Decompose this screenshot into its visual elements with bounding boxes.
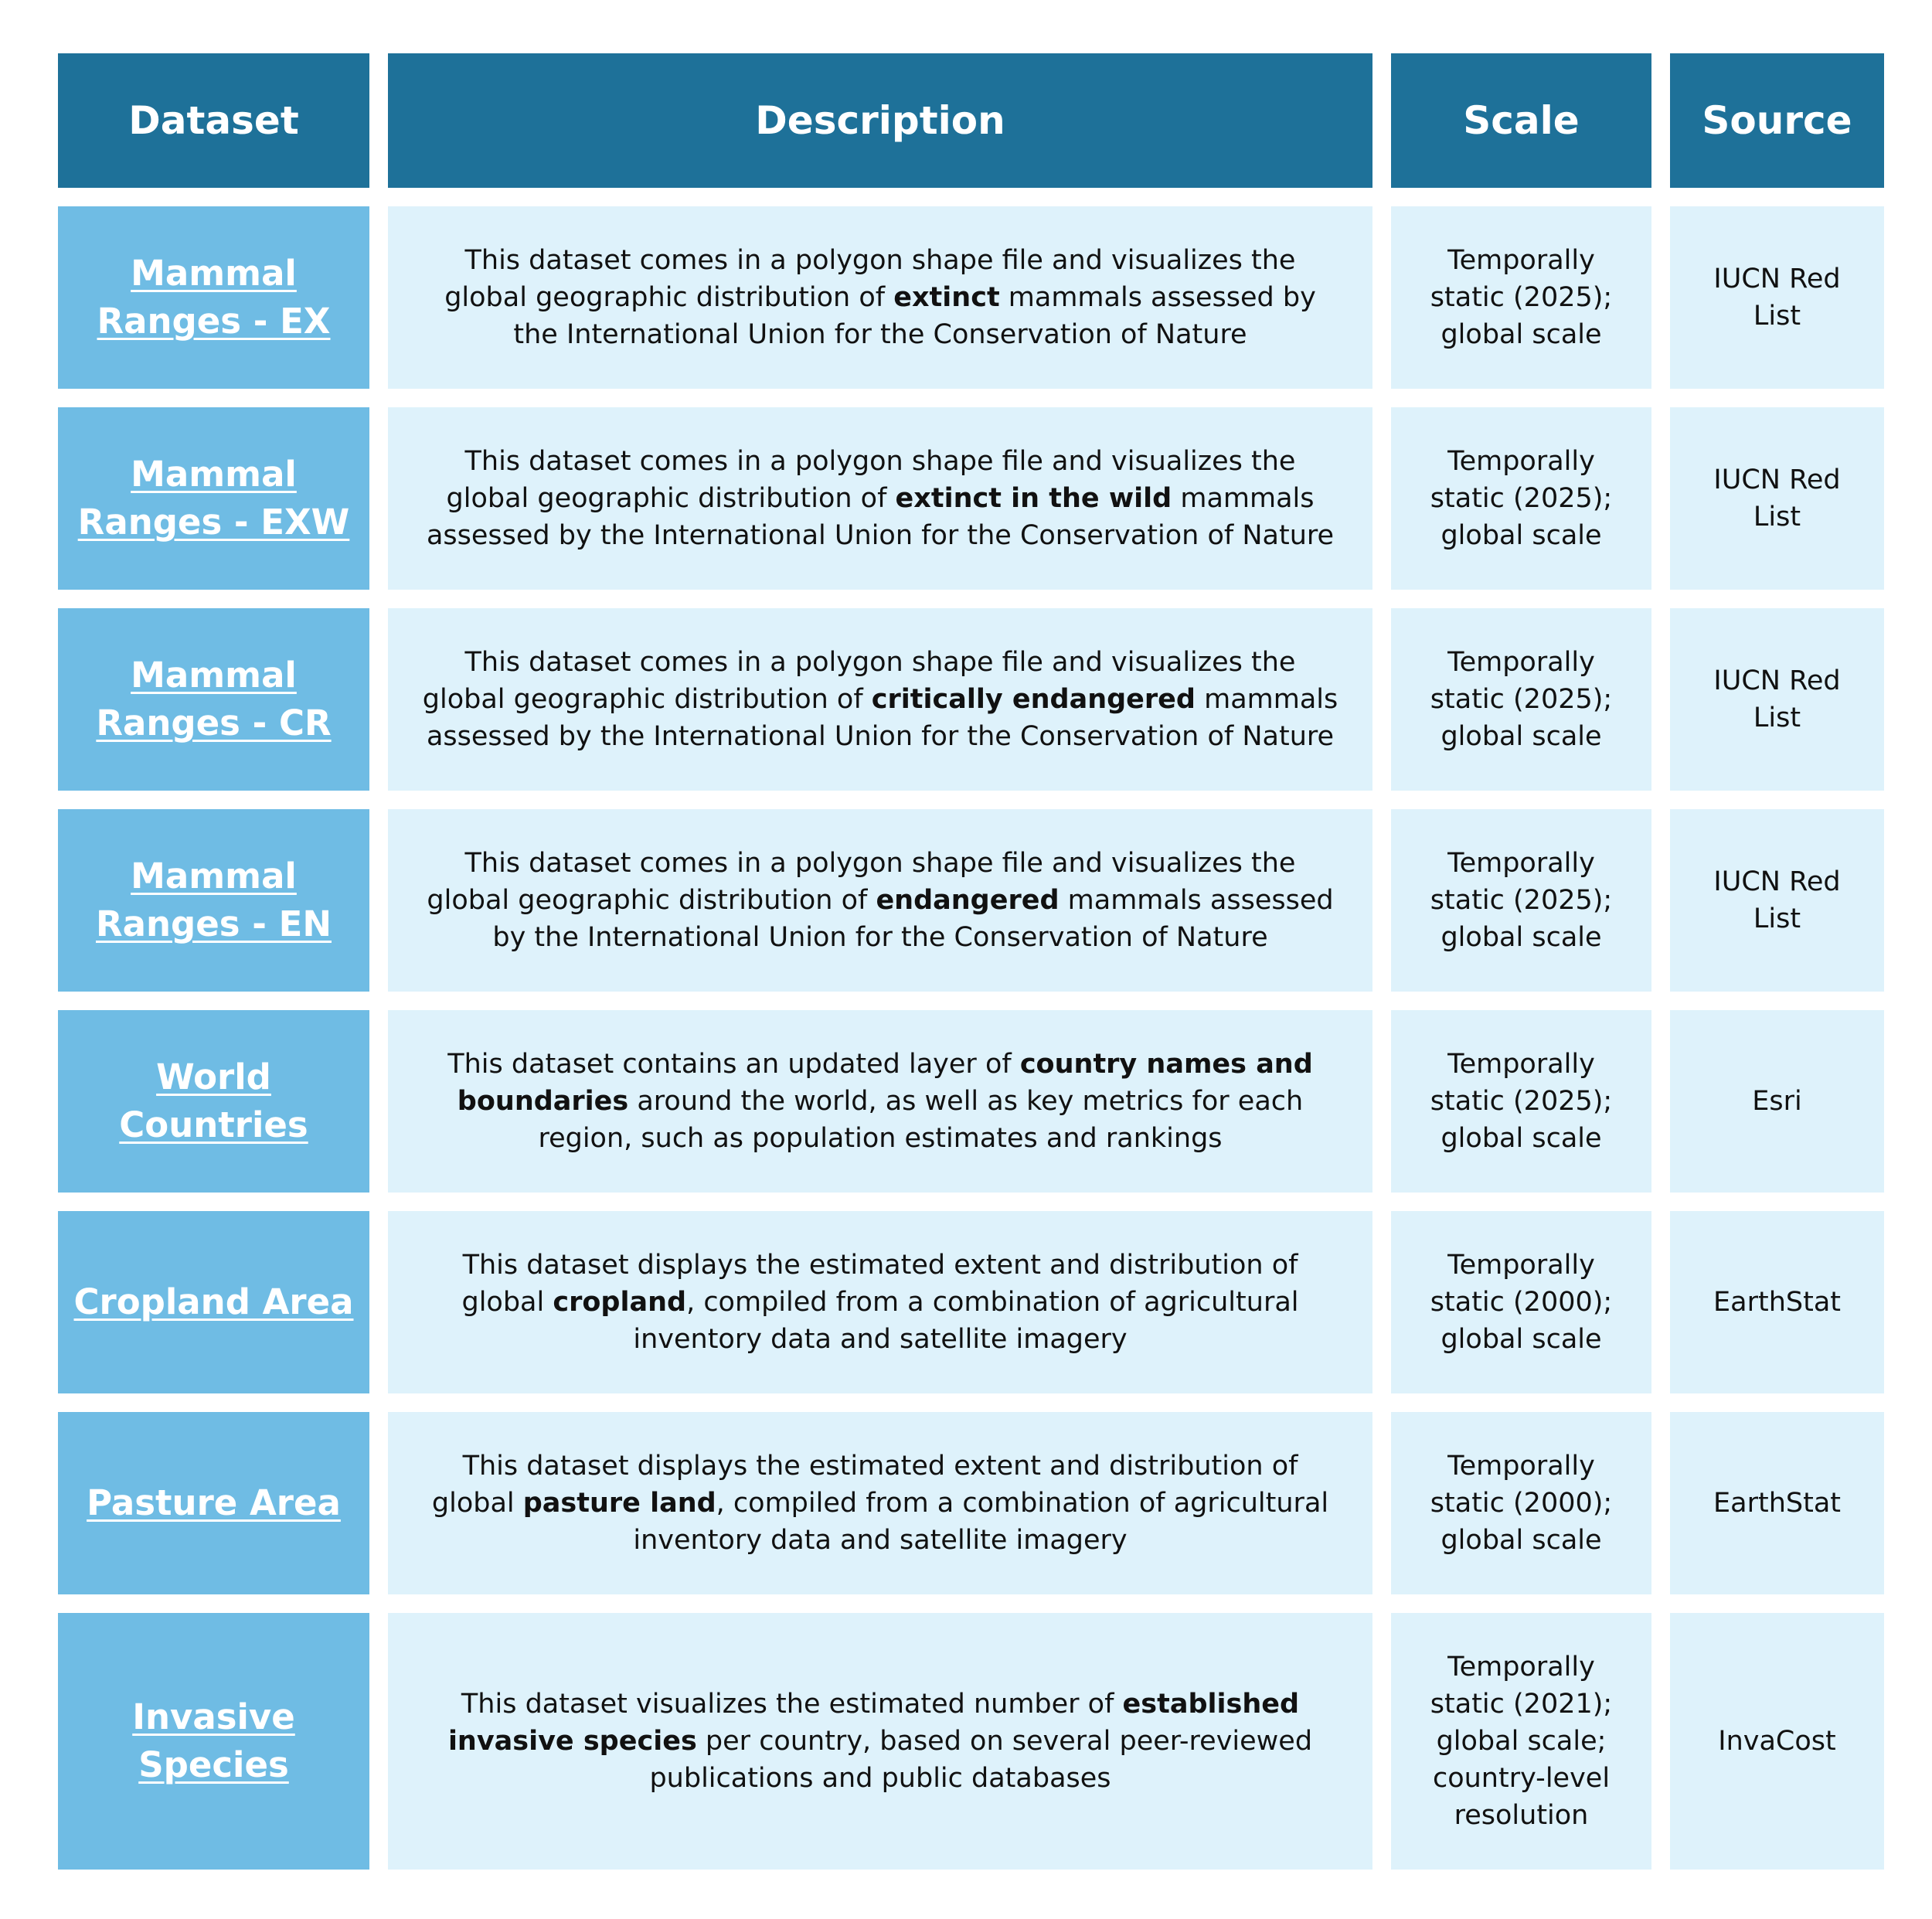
scale-cell: Temporally static (2021); global scale; country-level resolution — [1391, 1613, 1651, 1870]
scale-cell: Temporally static (2025); global scale — [1391, 809, 1651, 992]
description-cell — [388, 1211, 1372, 1393]
scale-cell: Temporally static (2000); global scale — [1391, 1412, 1651, 1594]
source-cell: IUCN Red List — [1670, 809, 1884, 992]
description-cell — [388, 608, 1372, 791]
dataset-link[interactable]: Mammal Ranges - EXW — [77, 454, 350, 543]
description-text: This dataset comes in a polygon shape file and visualizes the global geographic distribution of endangered mammals assessed by the International Union for the Conservation of Nature — [427, 848, 1334, 953]
source-cell: EarthStat — [1670, 1211, 1884, 1393]
header-source: Source — [1670, 53, 1884, 188]
dataset-cell — [58, 206, 369, 389]
description-cell — [388, 407, 1372, 590]
source-cell: InvaCost — [1670, 1613, 1884, 1870]
dataset-link[interactable]: World Countries — [119, 1056, 308, 1145]
source-cell: IUCN Red List — [1670, 206, 1884, 389]
dataset-link[interactable]: Invasive Species — [132, 1696, 295, 1785]
dataset-cell — [58, 1412, 369, 1594]
dataset-link[interactable]: Mammal Ranges - EX — [97, 253, 331, 342]
description-text: This dataset displays the estimated extent and distribution of global cropland, compiled from a combination of agricultural inventory data and satellite imagery — [461, 1250, 1299, 1355]
scale-cell: Temporally static (2025); global scale — [1391, 608, 1651, 791]
scale-cell: Temporally static (2025); global scale — [1391, 206, 1651, 389]
header-description: Description — [388, 53, 1372, 188]
header-scale: Scale — [1391, 53, 1651, 188]
source-cell: IUCN Red List — [1670, 407, 1884, 590]
dataset-cell — [58, 1613, 369, 1870]
source-cell: Esri — [1670, 1010, 1884, 1193]
dataset-link[interactable]: Mammal Ranges - CR — [96, 655, 332, 743]
description-text: This dataset comes in a polygon shape file and visualizes the global geographic distribution of extinct in the wild mammals assessed by the International Union for the Conservation of Nature — [426, 446, 1335, 551]
description-cell — [388, 206, 1372, 389]
description-cell — [388, 1613, 1372, 1870]
description-text: This dataset comes in a polygon shape file and visualizes the global geographic distribution of critically endangered mammals assessed by the International Union for the Conservation of Nature — [422, 647, 1338, 752]
source-cell: IUCN Red List — [1670, 608, 1884, 791]
description-cell — [388, 1010, 1372, 1193]
dataset-cell — [58, 1010, 369, 1193]
dataset-cell — [58, 1211, 369, 1393]
description-text: This dataset contains an updated layer of country names and boundaries around the world, as well as key metrics for each region, such as population estimates and rankings — [447, 1049, 1313, 1154]
description-text: This dataset visualizes the estimated number of established invasive species per country, based on several peer-reviewed publications and public databases — [447, 1689, 1313, 1794]
description-cell — [388, 1412, 1372, 1594]
description-cell — [388, 809, 1372, 992]
scale-cell: Temporally static (2025); global scale — [1391, 407, 1651, 590]
datasets-table — [58, 53, 1883, 1870]
dataset-cell — [58, 809, 369, 992]
dataset-link[interactable]: Cropland Area — [73, 1281, 354, 1322]
dataset-link[interactable]: Pasture Area — [87, 1482, 341, 1523]
header-dataset: Dataset — [58, 53, 369, 188]
scale-cell: Temporally static (2000); global scale — [1391, 1211, 1651, 1393]
source-cell: EarthStat — [1670, 1412, 1884, 1594]
description-text: This dataset displays the estimated extent and distribution of global pasture land, compiled from a combination of agricultural inventory data and satellite imagery — [431, 1451, 1329, 1556]
dataset-cell — [58, 608, 369, 791]
scale-cell: Temporally static (2025); global scale — [1391, 1010, 1651, 1193]
dataset-cell — [58, 407, 369, 590]
dataset-link[interactable]: Mammal Ranges - EN — [96, 856, 332, 944]
description-text: This dataset comes in a polygon shape file and visualizes the global geographic distribution of extinct mammals assessed by the International Union for the Conservation of Nature — [444, 245, 1316, 350]
